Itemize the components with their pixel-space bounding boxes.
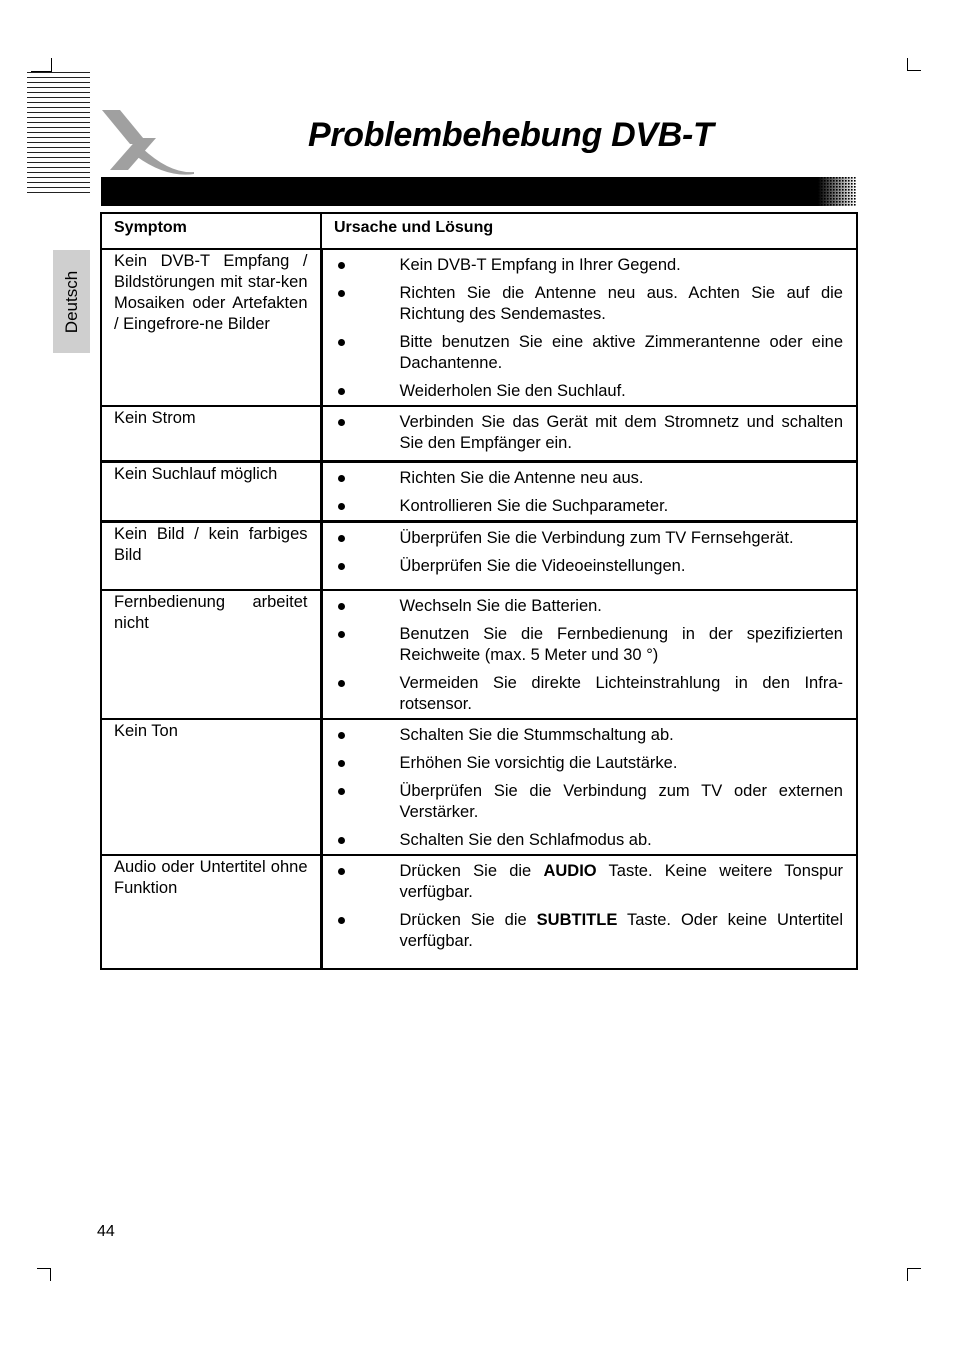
symptom-cell: Kein Strom: [101, 406, 321, 461]
column-header-solution: Ursache und Lösung: [321, 213, 857, 249]
solution-item: Schalten Sie den Schlafmodus ab.: [336, 830, 844, 851]
solution-cell: [321, 406, 857, 461]
solution-item: Kein DVB-T Empfang in Ihrer Gegend.: [336, 255, 844, 276]
solution-item: Bitte benutzen Sie eine aktive Zimmerantenne oder eine Dachantenne.: [336, 332, 844, 374]
solution-item: Überprüfen Sie die Verbindung zum TV oder externen Verstärker.: [336, 781, 844, 823]
title-bar-dot-pattern: [818, 177, 856, 211]
solution-item: Wechseln Sie die Batterien.: [336, 596, 844, 617]
symptom-cell: Kein Suchlauf möglich: [101, 461, 321, 521]
solution-item: Weiderholen Sie den Suchlauf.: [336, 381, 844, 402]
symptom-cell: Fernbedienung arbeitet nicht: [101, 590, 321, 719]
solution-item: Benutzen Sie die Fernbedienung in der spezifizierten Reichweite (max. 5 Meter und 30 °): [336, 624, 844, 666]
table-row: [101, 855, 857, 969]
solution-item: Richten Sie die Antenne neu aus.: [336, 468, 844, 489]
page-title: Problembehebung DVB-T: [308, 116, 714, 154]
decorative-lines: [27, 72, 90, 197]
solution-cell: [321, 249, 857, 406]
symptom-cell: Kein Ton: [101, 719, 321, 855]
table-row: [101, 590, 857, 719]
solution-cell: [321, 461, 857, 521]
title-bar: [101, 177, 855, 206]
symptom-cell: Kein Bild / kein farbiges Bild: [101, 521, 321, 590]
solution-item: Richten Sie die Antenne neu aus. Achten Sie auf die Richtung des Sendemastes.: [336, 283, 844, 325]
solution-cell: [321, 521, 857, 590]
solution-item: Kontrollieren Sie die Suchparameter.: [336, 496, 844, 517]
solution-item: Drücken Sie die SUBTITLE Taste. Oder keine Untertitel verfügbar.: [336, 910, 844, 952]
brand-logo: [98, 108, 198, 181]
table-header-row: [101, 213, 857, 249]
subtitle-key-label: SUBTITLE: [536, 911, 618, 929]
language-tab: [53, 250, 90, 353]
solution-item: Erhöhen Sie vorsichtig die Lautstärke.: [336, 753, 844, 774]
solution-item: Überprüfen Sie die Verbindung zum TV Fernsehgerät.: [336, 528, 844, 549]
table-row: [101, 461, 857, 521]
symptom-cell: Kein DVB-T Empfang / Bildstörungen mit star-ken Mosaiken oder Artefakten / Eingefrore-ne Bilder: [101, 249, 321, 406]
solution-cell: [321, 855, 857, 969]
audio-key-label: AUDIO: [543, 862, 597, 880]
table-row: [101, 406, 857, 461]
page-number: 44: [97, 1223, 115, 1240]
symptom-cell: Audio oder Untertitel ohne Funktion: [101, 855, 321, 969]
solution-cell: [321, 719, 857, 855]
table-row: [101, 719, 857, 855]
table-row: [101, 249, 857, 406]
solution-cell: [321, 590, 857, 719]
solution-item: Schalten Sie die Stummschaltung ab.: [336, 725, 844, 746]
language-tab-label: Deutsch: [61, 270, 81, 333]
troubleshooting-table: [100, 212, 858, 970]
solution-item: Verbinden Sie das Gerät mit dem Stromnetz und schalten Sie den Empfänger ein.: [336, 412, 844, 454]
solution-item: Drücken Sie die AUDIO Taste. Keine weitere Tonspur verfügbar.: [336, 861, 844, 903]
solution-item: Überprüfen Sie die Videoeinstellungen.: [336, 556, 844, 577]
solution-item: Vermeiden Sie direkte Lichteinstrahlung in den Infra-rotsensor.: [336, 673, 844, 715]
column-header-symptom: Symptom: [101, 213, 321, 249]
table-row: [101, 521, 857, 590]
